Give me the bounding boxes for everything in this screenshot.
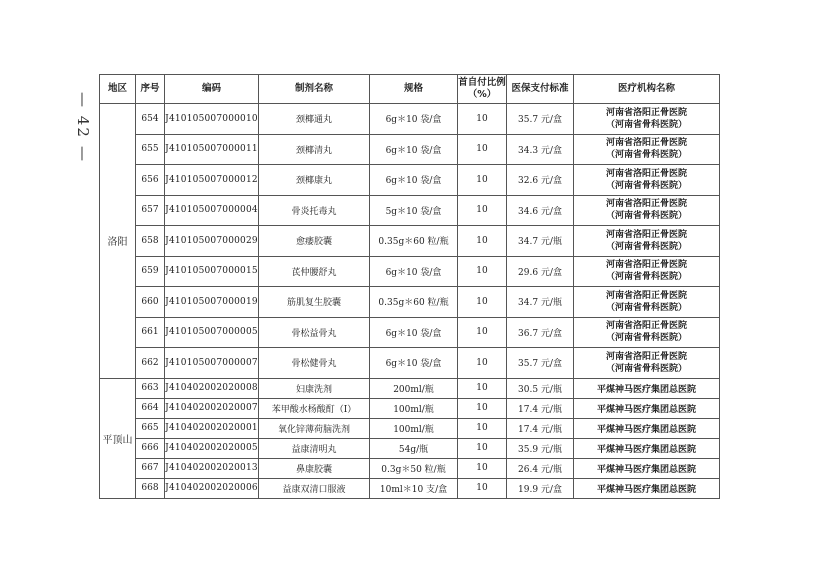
seq-cell: 666 — [136, 438, 165, 458]
standard-cell: 34.6 元/盒 — [507, 195, 574, 226]
spec-cell: 0.35g＊60 粒/瓶 — [370, 226, 458, 257]
spec-cell: 6g＊10 袋/盒 — [370, 317, 458, 348]
standard-cell: 35.9 元/瓶 — [507, 438, 574, 458]
code-cell: J410402002020008 — [165, 378, 259, 398]
code-cell: J410105007000004 — [165, 195, 259, 226]
seq-cell: 661 — [136, 317, 165, 348]
ratio-cell: 10 — [458, 104, 507, 135]
spec-cell: 0.35g＊60 粒/瓶 — [370, 287, 458, 318]
seq-cell: 656 — [136, 165, 165, 196]
institution-line-1: 河南省洛阳正骨医院 — [605, 168, 687, 179]
ratio-cell: 10 — [458, 195, 507, 226]
institution-line-2: （河南省骨科医院） — [605, 180, 687, 191]
institution-line-1: 河南省洛阳正骨医院 — [605, 321, 687, 332]
ratio-cell: 10 — [458, 226, 507, 257]
page-number: — 42 — — [74, 92, 92, 163]
seq-cell: 654 — [136, 104, 165, 135]
institution-cell: 平煤神马医疗集团总医院 — [574, 378, 720, 398]
spec-cell: 6g＊10 袋/盒 — [370, 104, 458, 135]
seq-cell: 665 — [136, 418, 165, 438]
ratio-cell: 10 — [458, 256, 507, 287]
seq-cell: 668 — [136, 478, 165, 498]
header-seq: 序号 — [136, 75, 165, 104]
header-code: 编码 — [165, 75, 259, 104]
table-row — [100, 438, 720, 458]
code-cell: J410402002020013 — [165, 458, 259, 478]
seq-cell: 658 — [136, 226, 165, 257]
code-cell: J410105007000005 — [165, 317, 259, 348]
spec-cell: 10ml＊10 支/盒 — [370, 478, 458, 498]
name-cell: 苯甲酸水杨酸酊（Ⅰ） — [259, 398, 370, 418]
standard-cell: 36.7 元/盒 — [507, 317, 574, 348]
table-row — [100, 418, 720, 438]
institution-line-2: （河南省骨科医院） — [605, 302, 687, 313]
name-cell: 颈椰康丸 — [259, 165, 370, 196]
seq-cell: 660 — [136, 287, 165, 318]
institution-cell — [574, 195, 720, 226]
name-cell: 妇康洗剂 — [259, 378, 370, 398]
spec-cell: 100ml/瓶 — [370, 398, 458, 418]
table-row — [100, 287, 720, 318]
spec-cell: 6g＊10 袋/盒 — [370, 165, 458, 196]
table-row — [100, 256, 720, 287]
institution-cell — [574, 317, 720, 348]
ratio-cell: 10 — [458, 478, 507, 498]
seq-cell: 663 — [136, 378, 165, 398]
standard-cell: 17.4 元/瓶 — [507, 418, 574, 438]
table-header-row — [100, 75, 720, 104]
header-ratio: 首自付比例（%） — [458, 75, 507, 104]
table-row — [100, 378, 720, 398]
code-cell: J410402002020001 — [165, 418, 259, 438]
ratio-cell: 10 — [458, 348, 507, 379]
name-cell: 愈痿胶囊 — [259, 226, 370, 257]
standard-cell: 35.7 元/盒 — [507, 348, 574, 379]
institution-cell — [574, 226, 720, 257]
header-standard: 医保支付标准 — [507, 75, 574, 104]
seq-cell: 655 — [136, 134, 165, 165]
standard-cell: 19.9 元/盒 — [507, 478, 574, 498]
institution-line-2: （河南省骨科医院） — [605, 211, 687, 222]
ratio-cell: 10 — [458, 378, 507, 398]
table-row — [100, 458, 720, 478]
standard-cell: 32.6 元/盒 — [507, 165, 574, 196]
name-cell: 益康清明丸 — [259, 438, 370, 458]
ratio-cell: 10 — [458, 418, 507, 438]
standard-cell: 35.7 元/盒 — [507, 104, 574, 135]
ratio-cell: 10 — [458, 398, 507, 418]
code-cell: J410105007000029 — [165, 226, 259, 257]
name-cell: 骨松益骨丸 — [259, 317, 370, 348]
code-cell: J410105007000007 — [165, 348, 259, 379]
name-cell: 芪仲腰舒丸 — [259, 256, 370, 287]
seq-cell: 662 — [136, 348, 165, 379]
institution-cell: 平煤神马医疗集团总医院 — [574, 458, 720, 478]
table-row — [100, 134, 720, 165]
page-number-text: 42 — [74, 115, 92, 139]
name-cell: 骨松健骨丸 — [259, 348, 370, 379]
name-cell: 颈椰清丸 — [259, 134, 370, 165]
table-row — [100, 195, 720, 226]
institution-line-1: 河南省洛阳正骨医院 — [605, 229, 687, 240]
header-region: 地区 — [100, 75, 136, 104]
institution-line-1: 河南省洛阳正骨医院 — [605, 107, 687, 118]
institution-line-1: 河南省洛阳正骨医院 — [605, 260, 687, 271]
institution-cell: 平煤神马医疗集团总医院 — [574, 478, 720, 498]
spec-cell: 0.3g＊50 粒/瓶 — [370, 458, 458, 478]
code-cell: J410105007000015 — [165, 256, 259, 287]
spec-cell: 200ml/瓶 — [370, 378, 458, 398]
seq-cell: 667 — [136, 458, 165, 478]
table-row — [100, 104, 720, 135]
header-institution: 医疗机构名称 — [574, 75, 720, 104]
institution-line-2: （河南省骨科医院） — [605, 150, 687, 161]
institution-line-2: （河南省骨科医院） — [605, 119, 687, 130]
code-cell: J410105007000012 — [165, 165, 259, 196]
institution-cell — [574, 348, 720, 379]
institution-line-2: （河南省骨科医院） — [605, 272, 687, 283]
table-body — [100, 104, 720, 499]
spec-cell: 54g/瓶 — [370, 438, 458, 458]
institution-line-2: （河南省骨科医院） — [605, 333, 687, 344]
name-cell: 颈椰通丸 — [259, 104, 370, 135]
ratio-cell: 10 — [458, 287, 507, 318]
institution-line-1: 河南省洛阳正骨医院 — [605, 138, 687, 149]
table-row — [100, 165, 720, 196]
institution-cell — [574, 256, 720, 287]
standard-cell: 17.4 元/瓶 — [507, 398, 574, 418]
institution-cell: 平煤神马医疗集团总医院 — [574, 438, 720, 458]
code-cell: J410105007000010 — [165, 104, 259, 135]
seq-cell: 659 — [136, 256, 165, 287]
header-spec: 规格 — [370, 75, 458, 104]
name-cell: 筋肌复生胶囊 — [259, 287, 370, 318]
ratio-cell: 10 — [458, 438, 507, 458]
code-cell: J410105007000011 — [165, 134, 259, 165]
standard-cell: 29.6 元/盒 — [507, 256, 574, 287]
seq-cell: 664 — [136, 398, 165, 418]
table-row — [100, 226, 720, 257]
standard-cell: 30.5 元/瓶 — [507, 378, 574, 398]
standard-cell: 34.7 元/瓶 — [507, 226, 574, 257]
header-name: 制剂名称 — [259, 75, 370, 104]
spec-cell: 6g＊10 袋/盒 — [370, 348, 458, 379]
spec-cell: 6g＊10 袋/盒 — [370, 256, 458, 287]
table-row — [100, 478, 720, 498]
code-cell: J410402002020007 — [165, 398, 259, 418]
code-cell: J410402002020005 — [165, 438, 259, 458]
institution-line-1: 河南省洛阳正骨医院 — [605, 199, 687, 210]
ratio-cell: 10 — [458, 458, 507, 478]
ratio-cell: 10 — [458, 134, 507, 165]
institution-cell — [574, 165, 720, 196]
standard-cell: 26.4 元/瓶 — [507, 458, 574, 478]
reimbursement-table — [99, 74, 720, 499]
institution-cell — [574, 287, 720, 318]
institution-line-1: 河南省洛阳正骨医院 — [605, 290, 687, 301]
spec-cell: 100ml/瓶 — [370, 418, 458, 438]
name-cell: 氧化锌薄荷脑洗剂 — [259, 418, 370, 438]
code-cell: J410105007000019 — [165, 287, 259, 318]
institution-cell — [574, 134, 720, 165]
region-cell: 平顶山 — [100, 378, 136, 498]
table-row — [100, 398, 720, 418]
standard-cell: 34.3 元/盒 — [507, 134, 574, 165]
institution-line-1: 河南省洛阳正骨医院 — [605, 351, 687, 362]
code-cell: J410402002020006 — [165, 478, 259, 498]
spec-cell: 6g＊10 袋/盒 — [370, 134, 458, 165]
ratio-cell: 10 — [458, 317, 507, 348]
institution-cell: 平煤神马医疗集团总医院 — [574, 398, 720, 418]
name-cell: 益康双清口服液 — [259, 478, 370, 498]
region-cell: 洛阳 — [100, 104, 136, 379]
institution-line-2: （河南省骨科医院） — [605, 241, 687, 252]
standard-cell: 34.7 元/瓶 — [507, 287, 574, 318]
table-row — [100, 348, 720, 379]
ratio-cell: 10 — [458, 165, 507, 196]
spec-cell: 5g＊10 袋/盒 — [370, 195, 458, 226]
institution-line-2: （河南省骨科医院） — [605, 363, 687, 374]
institution-cell: 平煤神马医疗集团总医院 — [574, 418, 720, 438]
name-cell: 鼻康胶囊 — [259, 458, 370, 478]
name-cell: 骨炎托毒丸 — [259, 195, 370, 226]
table-row — [100, 317, 720, 348]
institution-cell — [574, 104, 720, 135]
seq-cell: 657 — [136, 195, 165, 226]
